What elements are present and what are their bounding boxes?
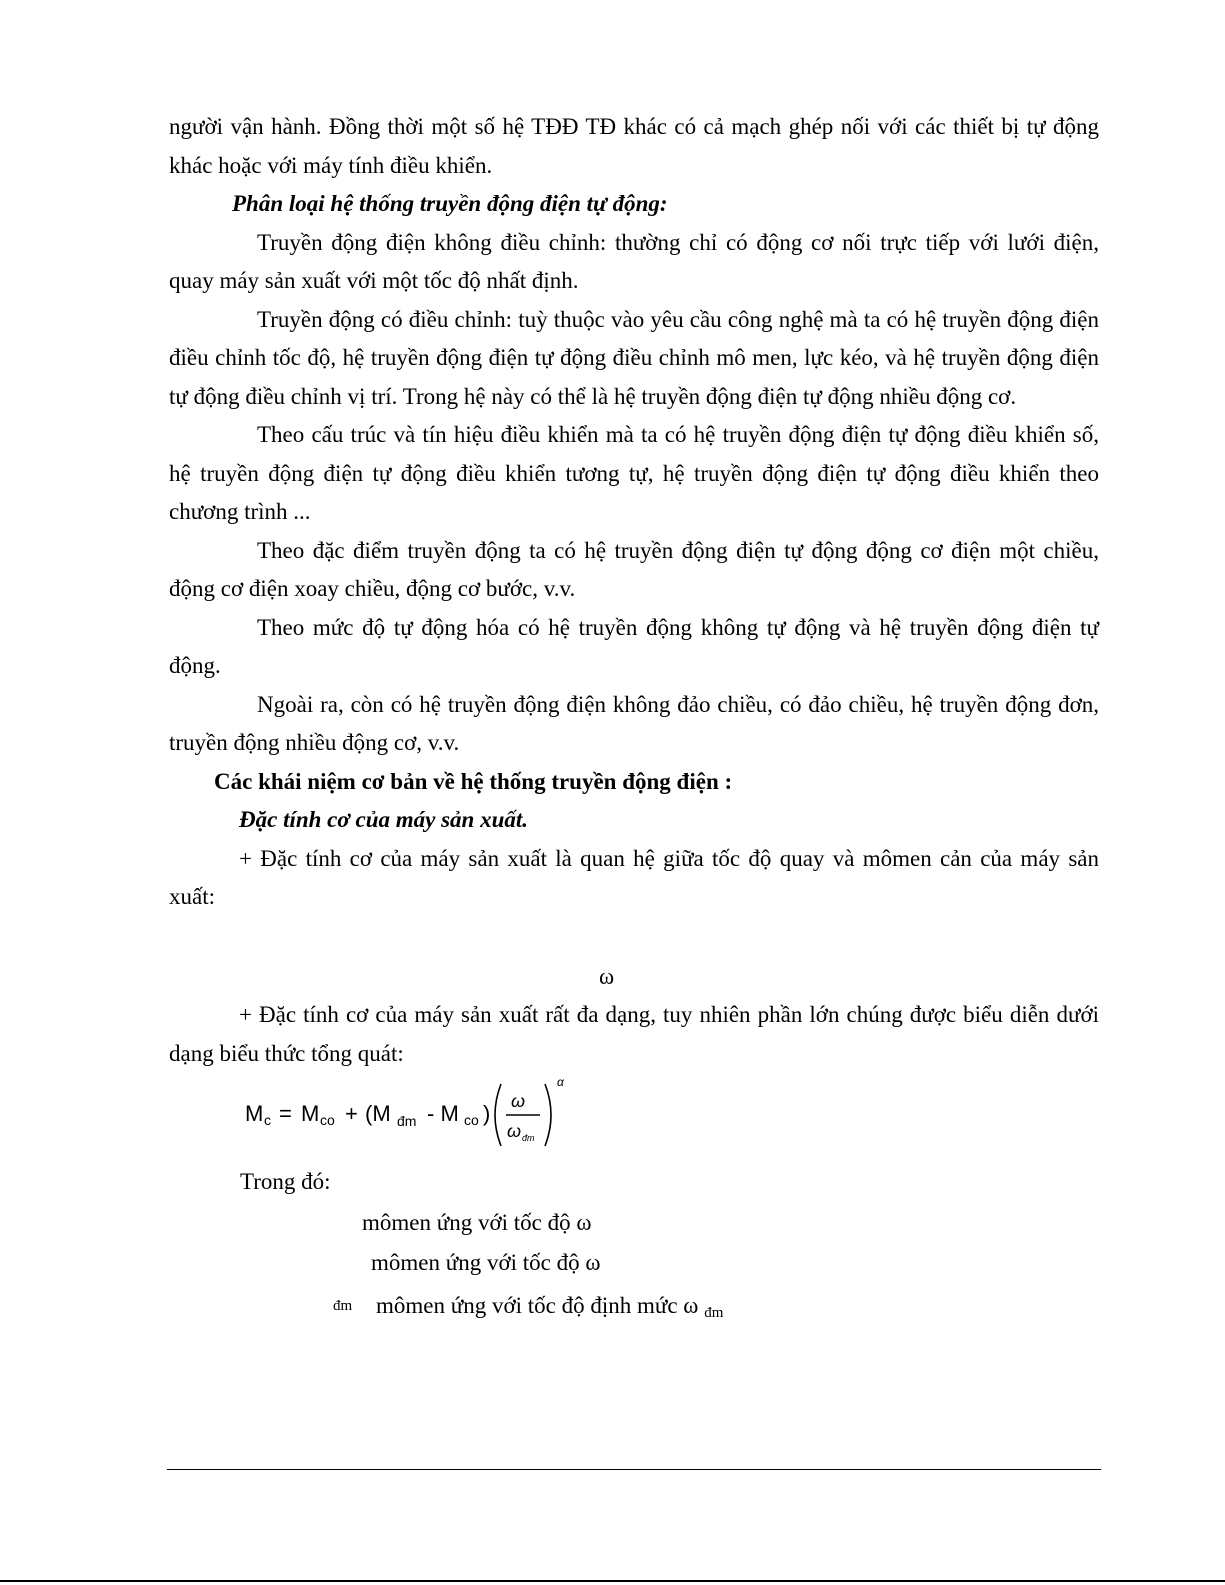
formula-image bbox=[243, 1078, 583, 1152]
body-text-general bbox=[169, 996, 1099, 1073]
omega-symbol-line: ω bbox=[599, 964, 615, 989]
formula-frac-den: ω bbox=[507, 1121, 522, 1141]
formula-big-paren-right bbox=[545, 1084, 551, 1146]
definition-line-3-sub: đm bbox=[704, 1305, 724, 1321]
formula-open-paren: (M bbox=[365, 1101, 391, 1126]
paragraph-other: Ngoài ra, còn có hệ truyền động điện không đảo chiều, có đảo chiều, hệ truyền động đơn, truyền động nhiều động cơ, v.v. bbox=[169, 691, 1099, 755]
definition-line-2: mômen ứng với tốc độ ω bbox=[371, 1250, 601, 1275]
formula-term2-sub: đm bbox=[397, 1113, 417, 1129]
formula-exponent: α bbox=[557, 1078, 564, 1089]
formula-big-paren-left bbox=[495, 1084, 501, 1146]
formula-close-paren: ) bbox=[483, 1101, 491, 1126]
formula-lhs-sub: c bbox=[264, 1112, 271, 1128]
paragraph-regulated: Truyền động có điều chỉnh: tuỳ thuộc vào yêu cầu công nghệ mà ta có hệ truyền động điện điều chỉnh tốc độ, hệ truyền động điện tự động điều chỉnh mô men, lực kéo, và hệ truyền động điện tự động điều chỉnh vị trí. Trong hệ này có thể là hệ truyền động điện tự động nhiều động cơ. bbox=[169, 306, 1099, 409]
formula-eq: = bbox=[279, 1101, 292, 1126]
definition-line-3-text: mômen ứng với tốc độ định mức ω bbox=[376, 1293, 699, 1318]
page-bottom-edge bbox=[0, 1580, 1225, 1582]
formula-term3-sub: co bbox=[464, 1112, 479, 1128]
paragraph-automation: Theo mức độ tự động hóa có hệ truyền động không tự động và hệ truyền động điện tự động. bbox=[169, 614, 1099, 678]
definition-line-3 bbox=[376, 1291, 723, 1328]
formula-minus: - M bbox=[427, 1101, 459, 1126]
formula-frac-num: ω bbox=[511, 1091, 526, 1111]
heading-machine-characteristic: Đặc tính cơ của máy sản xuất. bbox=[239, 807, 529, 832]
formula-lhs: M bbox=[245, 1101, 264, 1126]
paragraph-general-expression: + Đặc tính cơ của máy sản xuất rất đa dạng, tuy nhiên phần lớn chúng được biểu diễn dưới dạng biểu thức tổng quát: bbox=[169, 1002, 1099, 1066]
footer-rule bbox=[167, 1469, 1101, 1470]
where-label: Trong đó: bbox=[240, 1169, 331, 1194]
formula-frac-den-sub: đm bbox=[522, 1133, 535, 1143]
heading-basic-concepts: Các khái niệm cơ bản về hệ thống truyền động điện : bbox=[214, 768, 733, 794]
paragraph-structure: Theo cấu trúc và tín hiệu điều khiển mà ta có hệ truyền động điện tự động điều khiển số, hệ truyền động điện tự động điều khiển tương tự, hệ truyền động điện tự động điều khiển theo chương trình ... bbox=[169, 422, 1099, 524]
formula-term1-sub: co bbox=[320, 1112, 335, 1128]
definition-line-1: mômen ứng với tốc độ ω bbox=[362, 1210, 592, 1235]
heading-classification: Phân loại hệ thống truyền động điện tự động: bbox=[232, 191, 668, 216]
definition-line-3-prefix: đm bbox=[333, 1298, 353, 1314]
paragraph-definition: + Đặc tính cơ của máy sản xuất là quan hệ giữa tốc độ quay và mômen cản của máy sản xuất: bbox=[169, 845, 1099, 909]
formula-term1: M bbox=[301, 1101, 320, 1126]
paragraph-unregulated: Truyền động điện không điều chỉnh: thường chỉ có động cơ nối trực tiếp với lưới điện, quay máy sản xuất với một tốc độ nhất định. bbox=[169, 229, 1099, 293]
paragraph-intro: người vận hành. Đồng thời một số hệ TĐĐ TĐ khác có cả mạch ghép nối với các thiết bị tự động khác hoặc với máy tính điều khiển. bbox=[169, 114, 1099, 178]
formula-plus: + bbox=[345, 1101, 358, 1126]
body-text bbox=[169, 108, 1099, 917]
paragraph-features: Theo đặc điểm truyền động ta có hệ truyền động điện tự động động cơ điện một chiều, động cơ điện xoay chiều, động cơ bước, v.v. bbox=[169, 537, 1099, 601]
